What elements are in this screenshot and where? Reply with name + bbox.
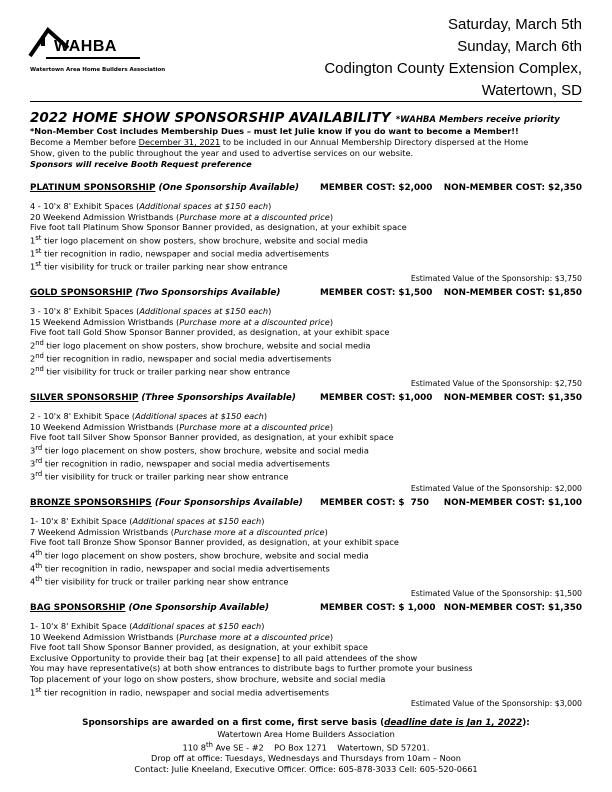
benefit-line [30,306,582,317]
sponsorship-name: SILVER SPONSORSHIP [30,393,139,403]
benefit-line [30,422,582,433]
org-address [0,740,612,754]
text-fragment: tier recognition in radio, newspaper and social media advertisements [42,563,330,574]
gold-section [30,288,582,389]
awarded-note [0,718,612,729]
event-city: Watertown, SD [481,82,582,99]
text-fragment: 4 [30,577,36,588]
benefit-line [30,317,582,328]
text-fragment: 4 [30,563,36,574]
text-fragment: 110 8 [182,742,206,753]
org-name: Watertown Area Home Builders Association [217,728,395,739]
benefit-line [30,516,582,527]
benefit-line [30,527,582,538]
text-fragment: tier visibility for truck or trailer parking near show entrance [41,262,288,273]
benefit-line [30,456,582,469]
text-fragment: Additional spaces at $150 each [132,621,262,631]
header-divider [30,101,582,102]
benefit-line: Five foot tall Silver Show Sponsor Banner provided, as designation, at your exhibit space [30,432,394,443]
title-block [30,107,560,170]
benefit-line [30,212,582,223]
member-cost: MEMBER COST: $1,000 [320,393,433,403]
benefit-line [30,548,582,561]
sponsorship-name: BAG SPONSORSHIP [30,603,126,613]
text-fragment: Additional spaces at $150 each [139,201,269,211]
text-fragment: Purchase more at a discounted price [179,211,330,222]
benefit-line: Five foot tall Show Sponsor Banner provided, as designation, at your exhibit space [30,642,368,653]
event-venue: Codington County Extension Complex, [324,60,582,77]
benefit-line [30,233,582,246]
text-fragment: Additional spaces at $150 each [139,306,269,316]
text-fragment: st [35,247,42,256]
text-fragment: ) [261,516,265,526]
logo-name: WAHBA [54,38,117,55]
estimated-value: Estimated Value of the Sponsorship: $2,000 [410,483,582,493]
sponsorship-availability: (One Sponsorship Available) [158,183,299,193]
sponsorship-deadline: deadline date is Jan 1, 2022 [384,718,523,728]
member-cost: MEMBER COST: $2,000 [320,183,433,193]
text-fragment: tier logo placement on show posters, show brochure, website and social media [42,550,369,561]
text-fragment: tier visibility for truck or trailer parking near show entrance [43,367,291,378]
benefit-line [30,469,582,482]
platinum-section [30,183,582,284]
text-fragment: ) [268,306,272,316]
sponsorship-name: BRONZE SPONSORSHIPS [30,498,152,508]
text-fragment: ) [268,201,272,211]
text-fragment: 15 Weekend Admission Wristbands ( [30,316,180,327]
benefit-line: Five foot tall Bronze Show Sponsor Banner provided, as designation, at your exhibit space [30,537,399,548]
member-cost: MEMBER COST: $ 1,000 [320,603,436,613]
nonmember-cost: NON-MEMBER COST: $1,350 [443,393,582,403]
text-fragment: tier recognition in radio, newspaper and social media advertisements [41,248,329,259]
text-fragment: 20 Weekend Admission Wristbands ( [30,211,180,222]
text-fragment: ): [522,718,530,728]
page-title: 2022 HOME SHOW SPONSORSHIP AVAILABILITY [30,110,391,126]
bag-section [30,603,582,709]
text-fragment: nd [35,365,44,374]
text-fragment: ) [261,621,265,631]
nonmember-cost: NON-MEMBER COST: $1,850 [443,288,582,298]
benefit-line [30,201,582,212]
dropoff-hours: Drop off at office: Tuesdays, Wednesdays and Thursdays from 10am – Noon [151,753,461,764]
text-fragment: tier visibility for truck or trailer parking near show entrance [42,577,289,588]
sponsorship-name: GOLD SPONSORSHIP [30,288,133,298]
text-fragment: th [35,575,43,584]
text-fragment: ) [329,211,334,222]
become-member-text-3: Show, given to the public throughout the year and used to advertise services on our website. [30,148,414,158]
benefit-line: Exclusive Opportunity to provide their bag [at their expense] to all paid attendees of the show [30,652,418,663]
text-fragment: tier logo placement on show posters, show brochure, website and social media [41,235,369,246]
text-fragment: th [205,740,213,749]
text-fragment: 7 Weekend Admission Wristbands ( [30,526,174,537]
text-fragment: 10 Weekend Admission Wristbands ( [30,631,180,642]
benefit-line [30,411,582,422]
sponsorship-availability: (One Sponsorship Available) [128,603,269,613]
text-fragment: th [35,548,43,557]
text-fragment: 1- 10'x 8' Exhibit Space ( [30,621,133,631]
bronze-section [30,498,582,599]
wahba-logo [28,22,166,80]
event-info [324,14,582,102]
text-fragment: 3 [30,472,36,483]
benefit-line: You may have representative(s) at both show entrances to distribute bags to further promote your business [30,663,473,674]
become-member-text-2: to be included in our Annual Membership Directory dispersed at the Home [220,137,529,147]
text-fragment: 2 [30,353,36,364]
nonmember-note: *Non-Member Cost includes Membership Dues – must let Julie know if you do want to become a Member!! [30,126,519,136]
silver-section [30,393,582,494]
benefit-line: Top placement of your logo on show posters, show brochure, website and social media [30,673,386,684]
member-cost: MEMBER COST: $ 750 [320,498,430,508]
sponsorship-availability: (Four Sponsorships Available) [154,498,303,508]
text-fragment: 2 [30,367,36,378]
text-fragment: st [35,233,42,242]
text-fragment: Additional spaces at $150 each [132,516,262,526]
text-fragment: 3 [30,458,36,469]
logo-subtitle: Watertown Area Home Builders Association [30,67,166,73]
membership-deadline: December 31, 2021 [138,137,221,147]
benefit-line [30,621,582,632]
booth-preference-note: Sponsors will receive Booth Request preference [30,159,252,169]
sponsorship-availability: (Two Sponsorships Available) [135,288,281,298]
benefit-line [30,443,582,456]
sponsorship-availability: (Three Sponsorships Available) [141,393,296,403]
event-date-2: Sunday, March 6th [457,38,582,55]
text-fragment: 2 [30,340,36,351]
benefit-line: Five foot tall Gold Show Sponsor Banner provided, as designation, at your exhibit space [30,327,390,338]
text-fragment: tier recognition in radio, newspaper and social media advertisements [43,353,332,364]
text-fragment: Sponsorships are awarded on a first come, first serve basis ( [82,718,385,728]
text-fragment: 1- 10'x 8' Exhibit Space ( [30,516,133,526]
estimated-value: Estimated Value of the Sponsorship: $1,500 [410,588,582,598]
text-fragment: th [35,562,43,571]
become-member-text: Become a Member before [30,137,139,147]
estimated-value: Estimated Value of the Sponsorship: $2,750 [410,378,582,388]
text-fragment: Purchase more at a discounted price [179,421,330,432]
text-fragment: Purchase more at a discounted price [179,316,330,327]
benefit-line [30,685,582,698]
benefit-line [30,364,582,377]
text-fragment: Additional spaces at $150 each [135,411,264,421]
text-fragment: st [35,260,42,269]
benefit-line [30,338,582,351]
member-priority-note: *WAHBA Members receive priority [395,115,560,125]
benefit-line [30,259,582,272]
text-fragment: 2 - 10'x 8' Exhibit Space ( [30,411,136,421]
text-fragment: tier recognition in radio, newspaper and social media advertisements [41,687,329,698]
text-fragment: Ave SE - #2 PO Box 1271 Watertown, SD 57201. [212,742,430,753]
text-fragment: st [35,685,42,694]
benefit-line [30,574,582,587]
text-fragment: 4 [30,550,36,561]
event-date-1: Saturday, March 5th [448,16,582,33]
text-fragment: 3 - 10'x 8' Exhibit Spaces ( [30,306,140,316]
text-fragment: tier logo placement on show posters, show brochure, website and social media [42,445,369,456]
text-fragment: 1 [30,262,36,273]
text-fragment: 1 [30,248,36,259]
text-fragment: rd [35,470,43,479]
text-fragment: ) [329,421,334,432]
nonmember-cost: NON-MEMBER COST: $1,100 [443,498,582,508]
benefit-line [30,561,582,574]
text-fragment: ) [329,631,334,642]
benefit-line [30,632,582,643]
sponsorship-name: PLATINUM SPONSORSHIP [30,183,156,193]
text-fragment: Purchase more at a discounted price [179,631,330,642]
nonmember-cost: NON-MEMBER COST: $2,350 [443,183,582,193]
text-fragment: Purchase more at a discounted price [174,526,325,537]
contact-info: Contact: Julie Kneeland, Executive Officer. Office: 605-878-3033 Cell: 605-520-0661 [134,763,478,774]
text-fragment: 10 Weekend Admission Wristbands ( [30,421,180,432]
text-fragment: 1 [30,687,36,698]
text-fragment: ) [324,526,328,537]
nonmember-cost: NON-MEMBER COST: $1,350 [443,603,582,613]
text-fragment: ) [263,411,268,421]
text-fragment: tier visibility for truck or trailer parking near show entrance [42,472,289,483]
text-fragment: rd [35,457,43,466]
estimated-value: Estimated Value of the Sponsorship: $3,000 [410,698,582,708]
text-fragment: rd [35,443,43,452]
benefit-line [30,246,582,259]
text-fragment: tier logo placement on show posters, show brochure, website and social media [43,340,371,351]
text-fragment: nd [35,338,44,347]
text-fragment: 1 [30,235,36,246]
footer [0,718,612,775]
benefit-line [30,351,582,364]
text-fragment: 3 [30,445,36,456]
text-fragment: ) [329,316,334,327]
text-fragment: nd [35,352,44,361]
text-fragment: tier recognition in radio, newspaper and social media advertisements [42,458,330,469]
estimated-value: Estimated Value of the Sponsorship: $3,750 [410,273,582,283]
benefit-line: Five foot tall Platinum Show Sponsor Banner provided, as designation, at your exhibit space [30,222,407,233]
member-cost: MEMBER COST: $1,500 [320,288,433,298]
text-fragment: 4 - 10'x 8' Exhibit Spaces ( [30,201,140,211]
